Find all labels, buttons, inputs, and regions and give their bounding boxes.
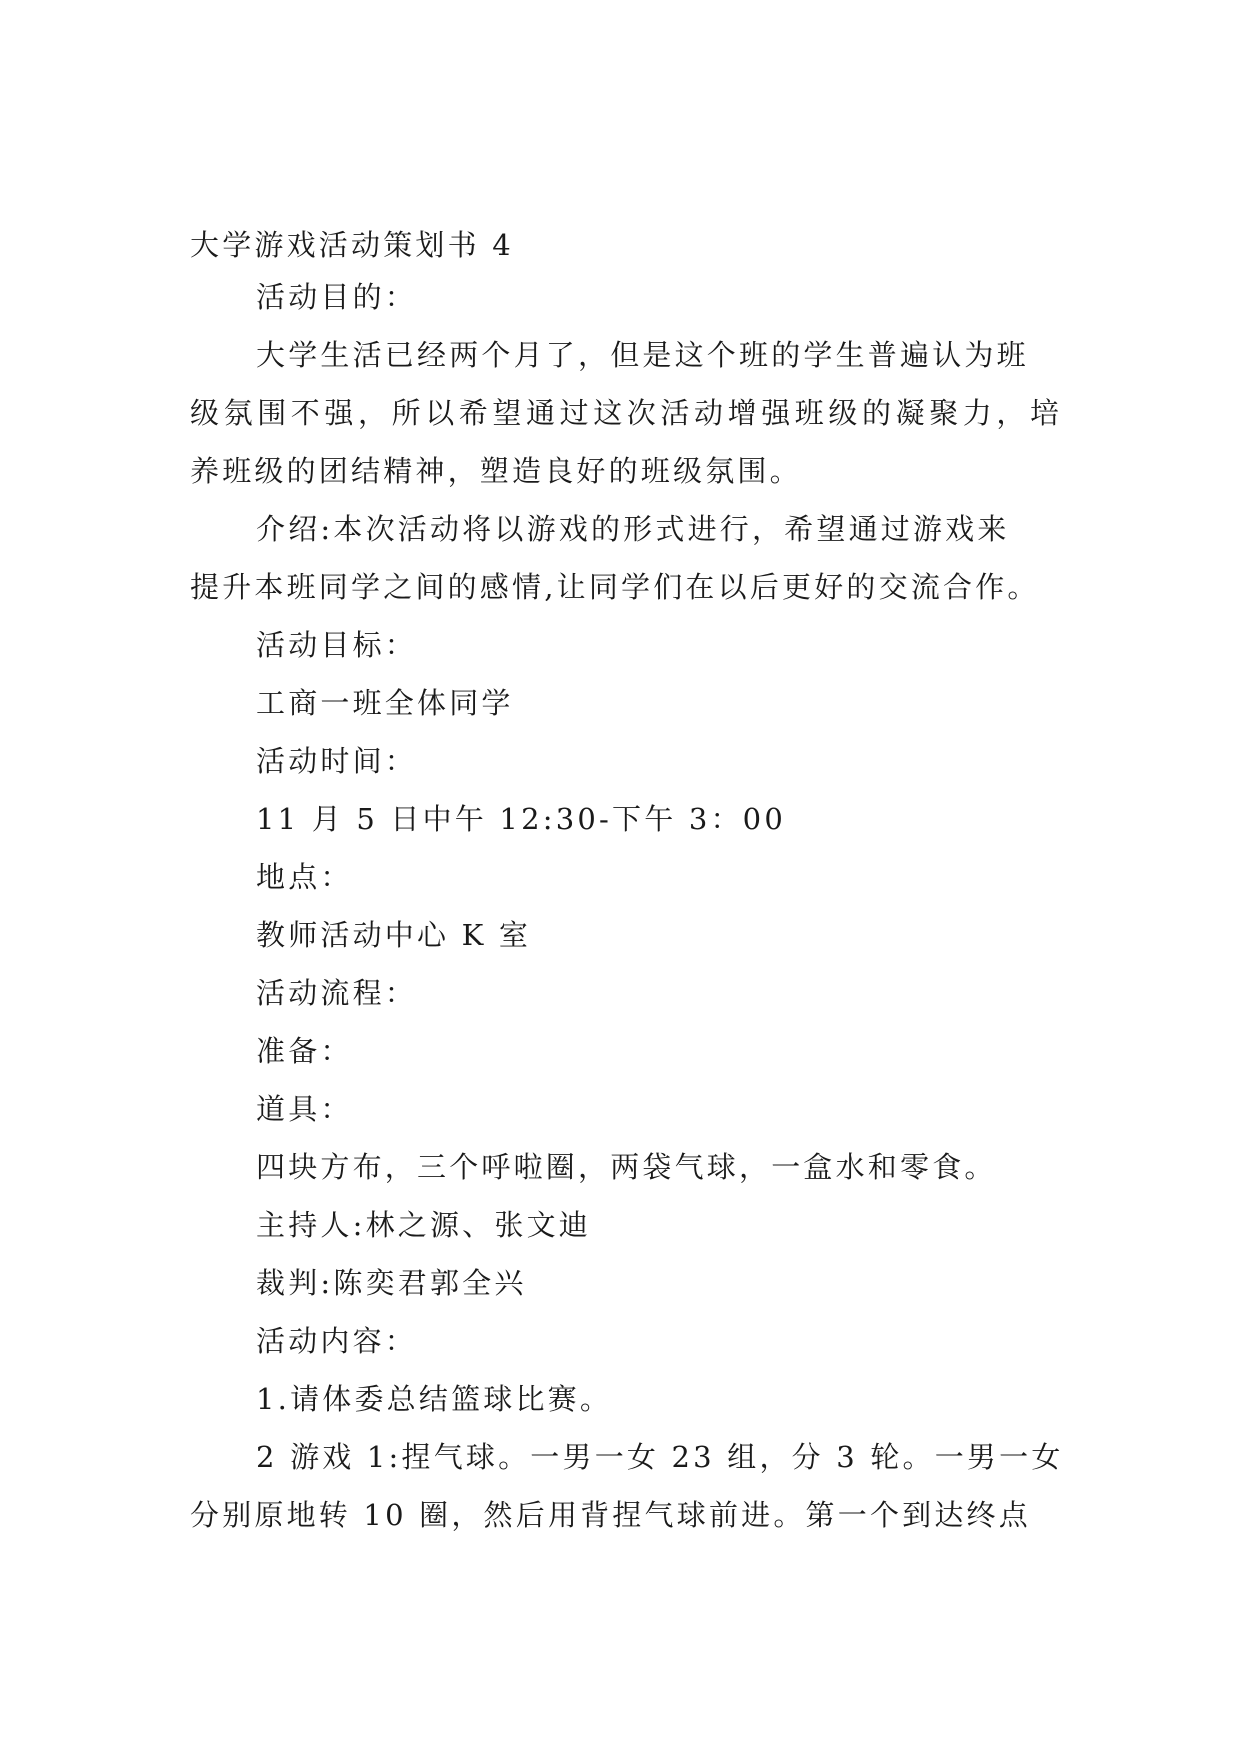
text-line: 2 游戏 1:捏气球。一男一女 23 组，分 3 轮。一男一女: [256, 1440, 1064, 1474]
text-line: 主持人:林之源、张文迪: [256, 1208, 591, 1242]
text-line: 工商一班全体同学: [256, 686, 514, 720]
text-line: 准备：: [256, 1034, 353, 1068]
text-line: 分别原地转 10 圈，然后用背捏气球前进。第一个到达终点: [190, 1498, 1031, 1532]
text-line: 活动目标：: [256, 628, 418, 662]
text-line: 介绍:本次活动将以游戏的形式进行，希望通过游戏来: [256, 512, 1010, 546]
text-line: 11 月 5 日中午 12:30-下午 3：00: [256, 802, 786, 836]
text-line: 地点：: [256, 860, 353, 894]
document-title: 大学游戏活动策划书 4: [190, 228, 514, 262]
text-line: 养班级的团结精神，塑造良好的班级氛围。: [190, 454, 802, 488]
text-line: 道具：: [256, 1092, 353, 1126]
text-line: 大学生活已经两个月了，但是这个班的学生普遍认为班: [256, 338, 1029, 372]
text-line: 活动流程：: [256, 976, 418, 1010]
text-line: 裁判:陈奕君郭全兴: [256, 1266, 527, 1300]
text-line: 教师活动中心 K 室: [256, 918, 532, 952]
text-line: 四块方布，三个呼啦圈，两袋气球，一盒水和零食。: [256, 1150, 997, 1184]
text-line: 提升本班同学之间的感情,让同学们在以后更好的交流合作。: [190, 570, 1040, 604]
text-line: 级氛围不强，所以希望通过这次活动增强班级的凝聚力，培: [190, 396, 1064, 430]
text-line: 活动时间：: [256, 744, 418, 778]
text-line: 活动目的：: [256, 280, 418, 314]
text-line: 活动内容：: [256, 1324, 418, 1358]
text-line: 1.请体委总结篮球比赛。: [256, 1382, 613, 1416]
